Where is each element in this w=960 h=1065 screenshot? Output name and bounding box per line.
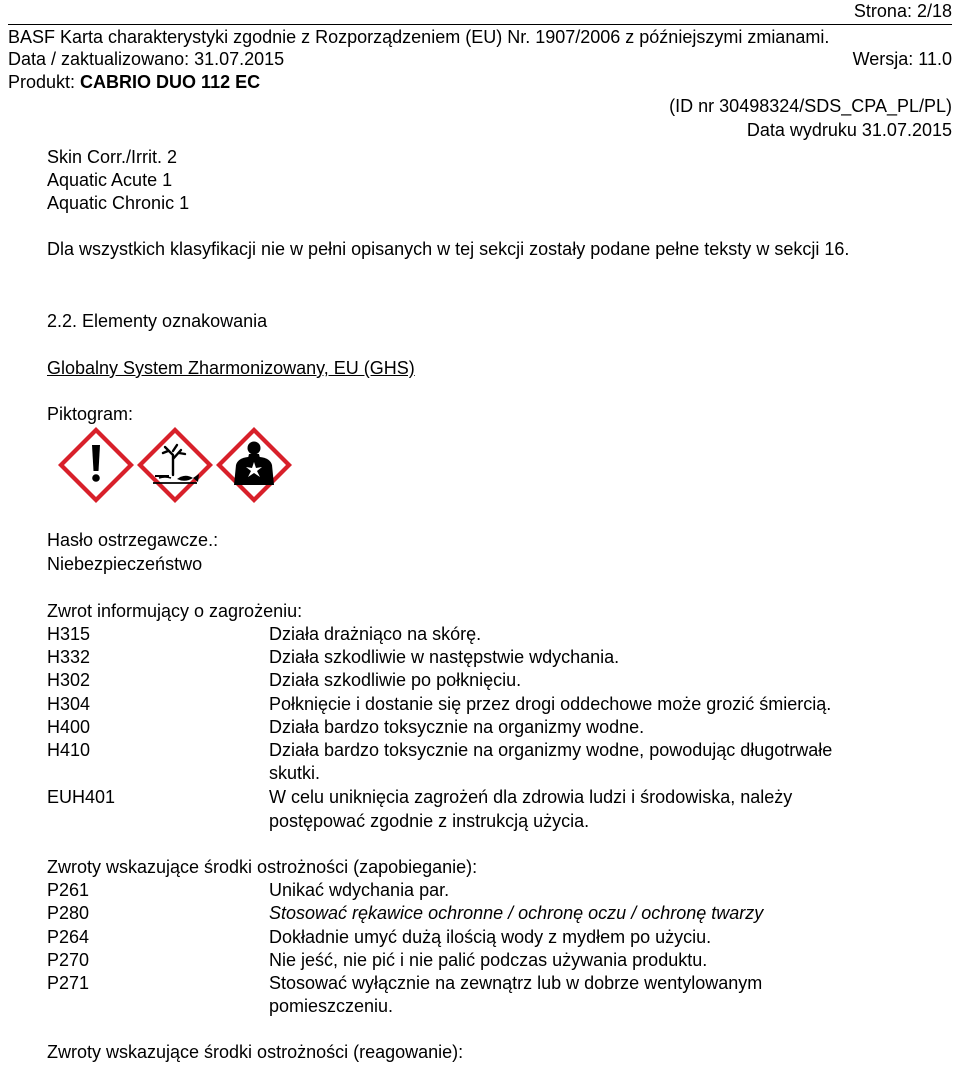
- precaution-code: P271: [47, 973, 90, 993]
- product-label: Produkt:: [8, 72, 81, 92]
- header-id: (ID nr 30498324/SDS_CPA_PL/PL): [669, 96, 952, 116]
- signal-word-label: Hasło ostrzegawcze.:: [47, 530, 219, 550]
- section-16-note: Dla wszystkich klasyfikacji nie w pełni opisanych w tej sekcji zostały podane pełne teksty w sekcji 16.: [47, 239, 850, 259]
- exclamation-mark-icon: [58, 427, 134, 503]
- prevention-title: Zwroty wskazujące środki ostrożności (zapobieganie):: [47, 857, 478, 877]
- ghs-title: Globalny System Zharmonizowany, EU (GHS): [47, 358, 415, 378]
- hazard-text: Działa szkodliwie w następstwie wdychania.: [269, 647, 620, 667]
- response-title: Zwroty wskazujące środki ostrożności (reagowanie):: [47, 1042, 464, 1062]
- ghs-pictograms: [55, 424, 300, 506]
- page-number: Strona: 2/18: [853, 1, 952, 21]
- precaution-text: Stosować wyłącznie na zewnątrz lub w dobrze wentylowanym: [269, 973, 763, 993]
- signal-word: Niebezpieczeństwo: [47, 554, 203, 574]
- header-regulation: BASF Karta charakterystyki zgodnie z Rozporządzeniem (EU) Nr. 1907/2006 z późniejszymi zmianami.: [8, 27, 830, 47]
- health-hazard-icon: [216, 427, 292, 503]
- classification-item: Skin Corr./Irrit. 2: [47, 147, 178, 167]
- header-product: [8, 71, 260, 93]
- precaution-text-continued: pomieszczeniu.: [269, 996, 394, 1016]
- hazard-text-continued: postępować zgodnie z instrukcją użycia.: [269, 811, 590, 831]
- hazard-text: Działa szkodliwie po połknięciu.: [269, 670, 522, 690]
- hazard-code: EUH401: [47, 787, 116, 807]
- header-rule: [8, 24, 952, 25]
- section-title: 2.2. Elementy oznakowania: [47, 311, 268, 331]
- hazard-code: H410: [47, 740, 91, 760]
- hazard-text: W celu uniknięcia zagrożeń dla zdrowia ludzi i środowiska, należy: [269, 787, 793, 807]
- precaution-code: P264: [47, 927, 90, 947]
- hazard-code: H302: [47, 670, 91, 690]
- environment-icon: [137, 427, 213, 503]
- hazard-text: Działa bardzo toksycznie na organizmy wodne, powodując długotrwałe: [269, 740, 833, 760]
- classification-item: Aquatic Chronic 1: [47, 193, 190, 213]
- hazard-text: Działa drażniąco na skórę.: [269, 624, 482, 644]
- precaution-text: Nie jeść, nie pić i nie palić podczas używania produktu.: [269, 950, 708, 970]
- hazard-text: Działa bardzo toksycznie na organizmy wodne.: [269, 717, 645, 737]
- hazard-code: H400: [47, 717, 91, 737]
- precaution-text: Unikać wdychania par.: [269, 880, 450, 900]
- hazard-text: Połknięcie i dostanie się przez drogi oddechowe może grozić śmiercią.: [269, 694, 832, 714]
- hazard-code: H332: [47, 647, 91, 667]
- classification-item: Aquatic Acute 1: [47, 170, 173, 190]
- header-version: Wersja: 11.0: [852, 49, 952, 69]
- precaution-code: P270: [47, 950, 90, 970]
- precaution-code: P280: [47, 903, 90, 923]
- precaution-code: P261: [47, 880, 90, 900]
- hazard-text-continued: skutki.: [269, 763, 321, 783]
- precaution-text: Stosować rękawice ochronne / ochronę oczu / ochronę twarzy: [269, 903, 764, 923]
- header-updated: Data / zaktualizowano: 31.07.2015: [8, 49, 285, 69]
- header-print-date: Data wydruku 31.07.2015: [746, 120, 952, 140]
- product-name: CABRIO DUO 112 EC: [80, 72, 261, 92]
- hazard-title: Zwrot informujący o zagrożeniu:: [47, 601, 303, 621]
- precaution-text: Dokładnie umyć dużą ilością wody z mydłem po użyciu.: [269, 927, 712, 947]
- pictogram-label: Piktogram:: [47, 404, 134, 424]
- hazard-code: H315: [47, 624, 91, 644]
- hazard-code: H304: [47, 694, 91, 714]
